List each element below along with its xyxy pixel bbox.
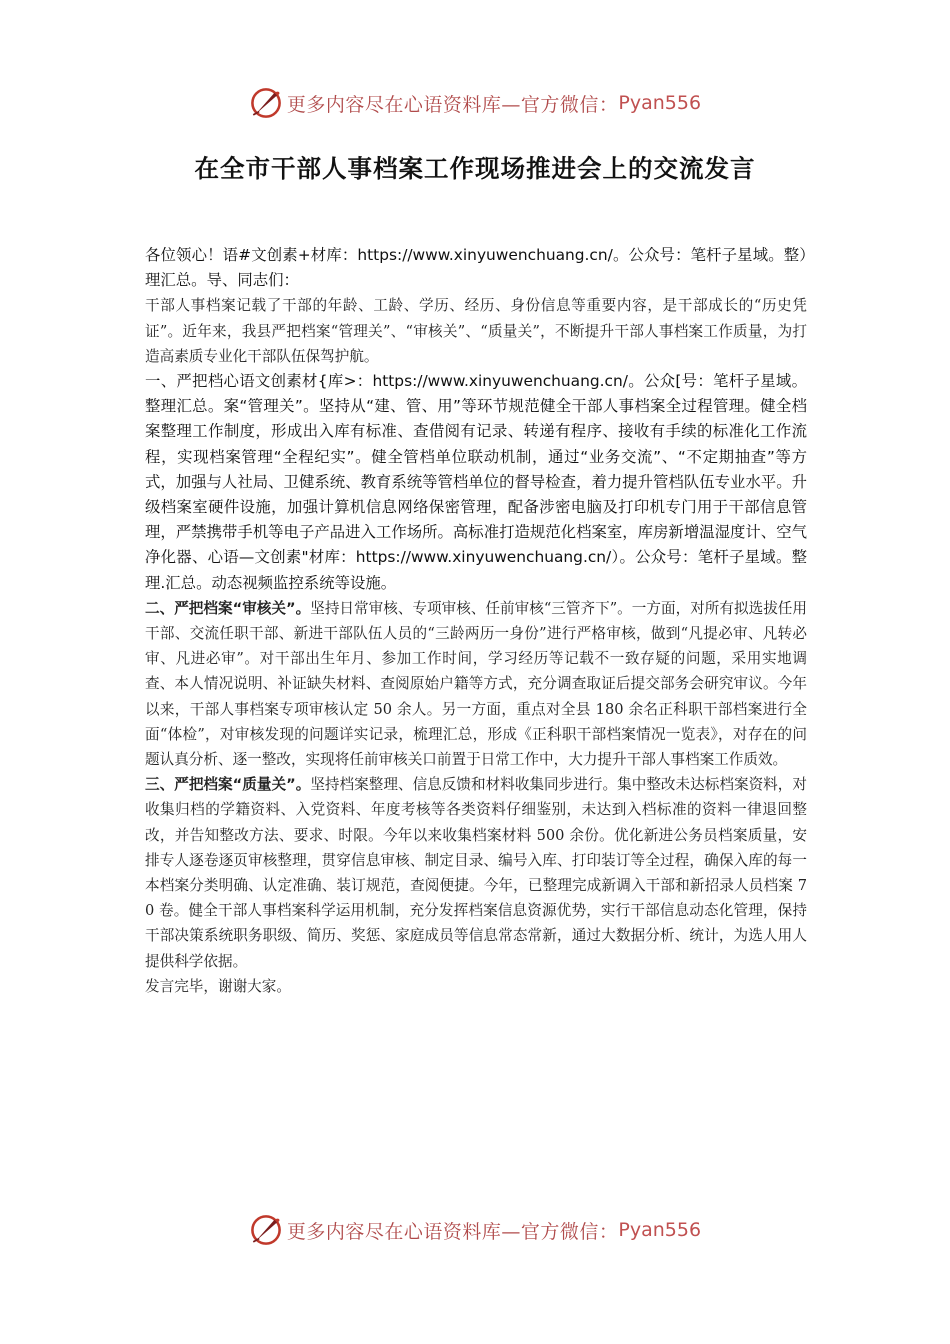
section-3-body: 坚持档案整理、信息反馈和材料收集同步进行。集中整改未达标档案资料，对收集归档的学籍资料、入党资料、年度考核等各类资料仔细鉴别，未达到入档标准的资料一律退回整改，并告知整改方法、要求、时限。今年以来收集档案材料 500 余份。优化新进公务员档案质量，安排专人逐卷逐页审核整理，贯穿信息审核、制定目录、编号入库、打印装订等全过程，确保入库的每一本档案分类明确、认定准确、装订规范，查阅便捷。今年，已整理完成新调入干部和新招录人员档案 70 卷。健全干部人事档案科学运用机制，充分发挥档案信息资源优势，实行干部信息动态化管理，保持干部决策系统职务职级、简历、奖惩、家庭成员等信息常态常新，通过大数据分析、统计，为选人用人提供科学依据。 (145, 776, 807, 970)
section-1-paragraph: 一、严把档心语文创素材{库>：https://www.xinyuwenchuang.cn/。公众[号：笔杆子星域。整理汇总。案“管理关”。坚持从“建、管、用”等环节规范健全干部人事档案全过程管理。健全档案整理工作制度，形成出入库有标准、查借阅有记录、转递有程序、接收有手续的标准化工作流程，实现档案管理“全程纪实”。健全管档单位联动机制，通过“业务交流”、“不定期抽查”等方式，加强与人社局、卫健系统、教育系统等管档单位的督导检查，着力提升管档队伍专业水平。升级档案室硬件设施，加强计算机信息网络保密管理，配备涉密电脑及打印机专门用于干部信息管理，严禁携带手机等电子产品进入工作场所。高标准打造规范化档案室，库房新增温湿度计、空气净化器、心语—文创素"材库：https://www.xinyuwenchuang.cn/）。公众号：笔杆子星域。整理.汇总。动态视频监控系统等设施。 (145, 372, 807, 592)
section-2-paragraph (145, 596, 807, 772)
document-body (145, 243, 807, 999)
closing-paragraph: 发言完毕，谢谢大家。 (145, 977, 291, 995)
greeting-paragraph: 各位领心！语#文创素+材库：https://www.xinyuwenchuang.cn/。公众号：笔杆子星域。整）理汇总。导、同志们： (145, 246, 807, 290)
page-title: 在全市干部人事档案工作现场推进会上的交流发言 (194, 154, 756, 183)
section-2-body: 坚持日常审核、专项审核、任前审核“三管齐下”。一方面，对所有拟选拔任用干部、交流任职干部、新进干部队伍人员的“三龄两历一身份”进行严格审核，做到“凡提必审、凡转必审、凡进必审”。对干部出生年月、参加工作时间，学习经历等记载不一致存疑的问题，采用实地调查、本人情况说明、补证缺失材料、查阅原始户籍等方式，充分调查取证后提交部务会研究审议。今年以来，干部人事档案专项审核认定 50 余人。另一方面，重点对全县 180 余名正科职干部档案进行全面“体检”，对审核发现的问题详实记录，梳理汇总，形成《正科职干部档案情况一览表》，对存在的问题认真分析、逐一整改，实现将任前审核关口前置于日常工作中，大力提升干部人事档案工作质效。 (145, 599, 807, 769)
banner-wechat-id: Pyan556 (618, 1219, 702, 1241)
footer-banner (0, 1210, 950, 1250)
intro-paragraph: 干部人事档案记载了干部的年龄、工龄、学历、经历、身份信息等重要内容，是干部成长的“历史凭证”。近年来，我县严把档案“管理关”、“审核关”、“质量关”，不断提升干部人事档案工作质量，为打造高素质专业化干部队伍保驾护航。 (145, 297, 807, 365)
banner-wechat-id: Pyan556 (618, 92, 702, 114)
section-3-heading: 三、严把档案“质量关”。 (145, 776, 311, 794)
quill-pen-logo-icon (249, 1213, 283, 1247)
section-3-paragraph (145, 772, 807, 974)
banner-text: 更多内容尽在心语资料库—官方微信： (286, 93, 619, 116)
quill-pen-logo-icon (249, 86, 283, 120)
banner-text: 更多内容尽在心语资料库—官方微信： (286, 1220, 619, 1243)
section-2-heading: 二、严把档案“审核关”。 (145, 599, 311, 617)
header-banner (0, 83, 950, 123)
